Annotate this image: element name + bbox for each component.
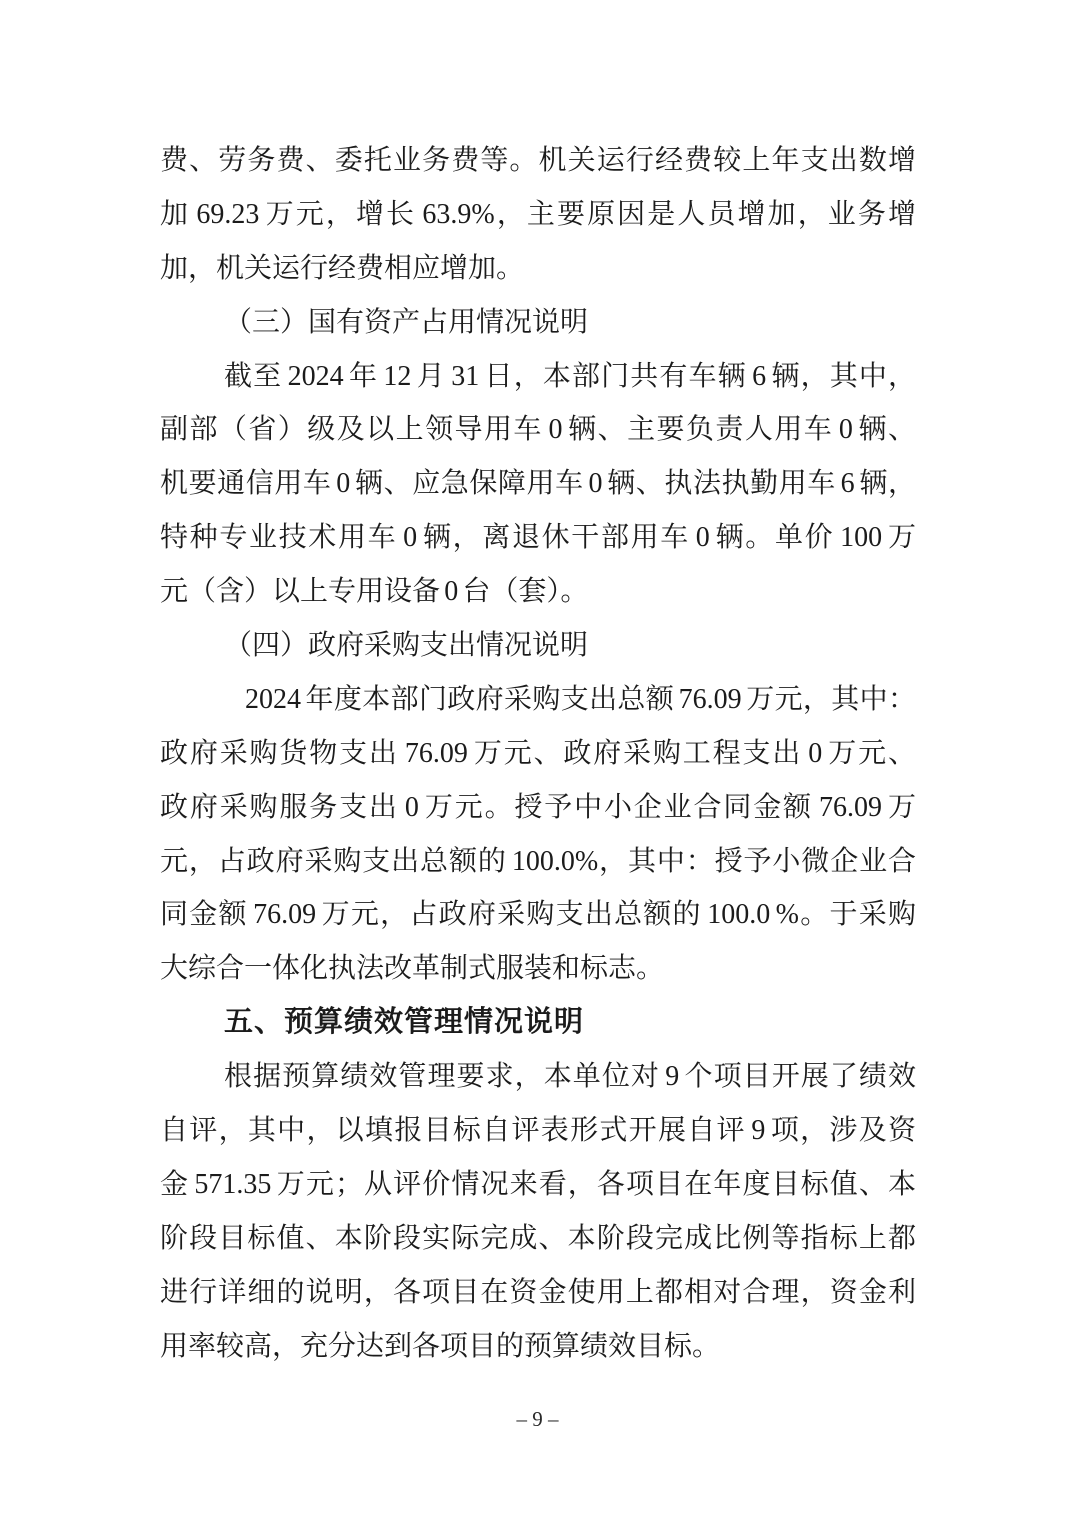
para-state-assets-occupancy-line-2: 副部（省）级及以上领导用车 0 辆、主要负责人用车 0 辆、 bbox=[160, 414, 916, 446]
para-government-procurement-line-3: 政府采购服务支出 0 万元。授予中小企业合同金额 76.09 万 bbox=[160, 791, 916, 823]
para-budget-performance-management-line-4: 阶段目标值、本阶段实际完成、本阶段完成比例等指标上都 bbox=[160, 1222, 916, 1254]
para-government-procurement-line-1: 2024 年度本部门政府采购支出总额 76.09 万元，其中： bbox=[245, 683, 916, 715]
para-government-procurement-line-2: 政府采购货物支出 76.09 万元、政府采购工程支出 0 万元、 bbox=[160, 737, 916, 769]
para-state-assets-occupancy-line-3: 机要通信用车 0 辆、应急保障用车 0 辆、执法执勤用车 6 辆， bbox=[160, 468, 916, 500]
para-state-assets-occupancy-line-4: 特种专业技术用车 0 辆，离退休干部用车 0 辆。单价 100 万 bbox=[160, 522, 916, 554]
para-state-assets-occupancy-line-5: 元（含）以上专用设备 0 台（套）。 bbox=[160, 576, 589, 608]
para-budget-performance-management-line-5: 进行详细的说明，各项目在资金使用上都相对合理，资金利 bbox=[160, 1276, 916, 1308]
document-body bbox=[160, 134, 916, 1373]
page-number: – 9 – bbox=[516, 1407, 559, 1431]
para-government-procurement-line-4: 元，占政府采购支出总额的 100.0%，其中：授予小微企业合 bbox=[160, 845, 916, 877]
para-budget-performance-management-line-6: 用率较高，充分达到各项目的预算绩效目标。 bbox=[160, 1330, 721, 1362]
para-operating-expense-continuation-line-3: 加，机关运行经费相应增加。 bbox=[160, 252, 525, 284]
para-operating-expense-continuation-line-1: 费、劳务费、委托业务费等。机关运行经费较上年支出数增 bbox=[160, 145, 916, 176]
heading-section-three-state-assets-line-1: （三）国有资产占用情况说明 bbox=[224, 306, 589, 338]
para-government-procurement-line-6: 大综合一体化执法改革制式服装和标志。 bbox=[160, 953, 665, 985]
para-budget-performance-management-line-1: 根据预算绩效管理要求，本单位对 9 个项目开展了绩效 bbox=[224, 1061, 916, 1093]
para-operating-expense-continuation-line-2: 加 69.23 万元，增长 63.9%，主要原因是人员增加，业务增 bbox=[160, 198, 916, 230]
para-government-procurement-line-5: 同金额 76.09 万元，占政府采购支出总额的 100.0 %。于采购 bbox=[160, 899, 916, 931]
heading-section-five-budget-performance-line-1: 五、预算绩效管理情况说明 bbox=[224, 1006, 585, 1039]
para-state-assets-occupancy-line-1: 截至 2024 年 12 月 31 日，本部门共有车辆 6 辆，其中， bbox=[224, 360, 916, 392]
heading-section-four-procurement-line-1: （四）政府采购支出情况说明 bbox=[224, 630, 589, 662]
para-budget-performance-management-line-2: 自评，其中，以填报目标自评表形式开展自评 9 项，涉及资 bbox=[160, 1115, 916, 1147]
para-budget-performance-management-line-3: 金 571.35 万元；从评价情况来看，各项目在年度目标值、本 bbox=[160, 1168, 916, 1200]
